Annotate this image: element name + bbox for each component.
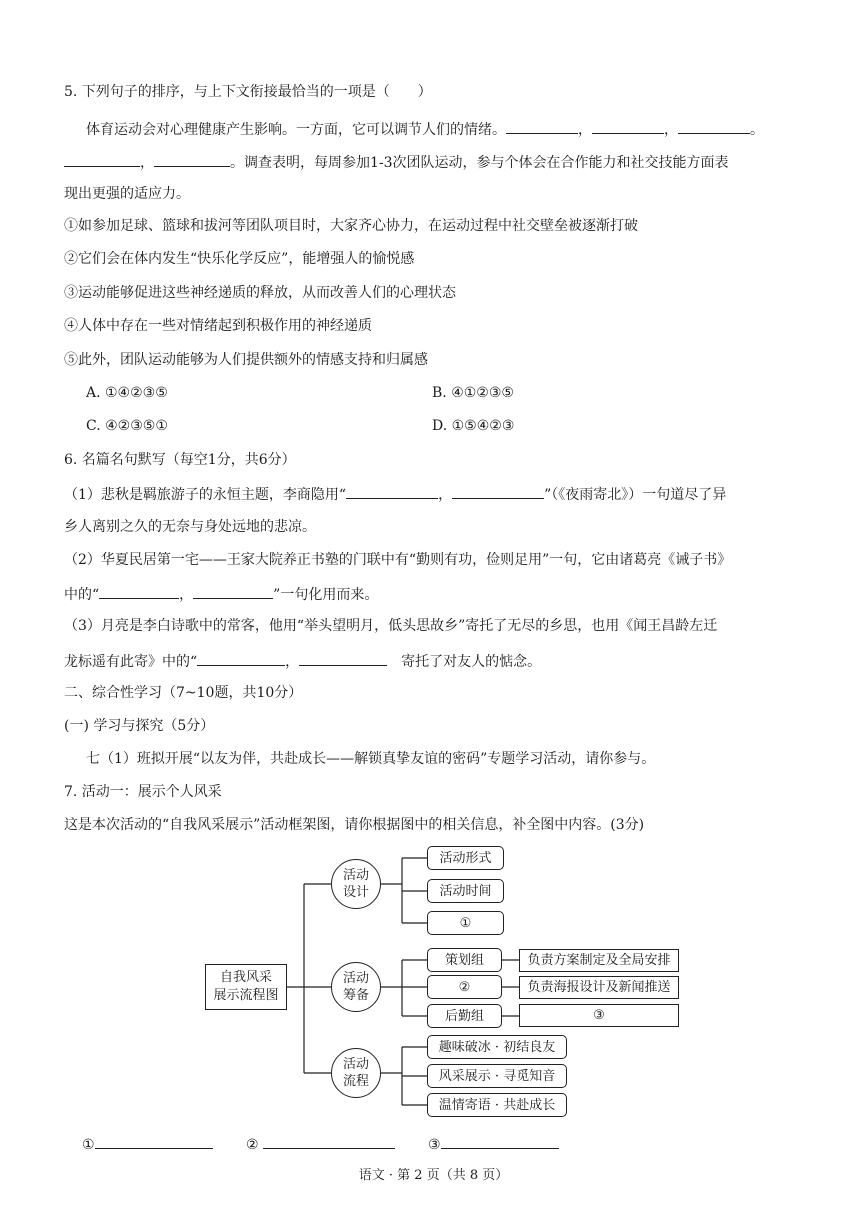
q5-blank[interactable] <box>592 118 664 134</box>
prep-duty-blank-3[interactable]: ③ <box>519 1004 679 1027</box>
answer-blank-3[interactable] <box>441 1133 559 1149</box>
q6-blank[interactable] <box>452 483 544 499</box>
q5-blank[interactable] <box>154 151 230 167</box>
answer-1 <box>82 1133 213 1155</box>
diagram-node-flow: 活动 流程 <box>331 1048 381 1098</box>
q5-blank[interactable] <box>64 151 140 167</box>
q5-option-b[interactable]: B. ④①②③⑤ <box>432 385 514 401</box>
q5-passage-line3: 现出更强的适应力。 <box>64 186 190 202</box>
q5-option-d[interactable]: D. ①⑤④②③ <box>432 418 515 434</box>
q5-blank[interactable] <box>678 118 750 134</box>
prep-item-logistics: 后勤组 <box>427 1004 502 1028</box>
q6-text: ”一句化用而来。 <box>273 587 379 603</box>
flow-item-icebreak: 趣味破冰 · 初结良友 <box>427 1035 567 1059</box>
q7-stem: 7. 活动一：展示个人风采 <box>64 784 222 800</box>
diagram-node-prep: 活动 筹备 <box>331 962 381 1012</box>
q6-item-2: （2）华夏民居第一宅——王家大院养正书塾的门联中有“勤则有功，俭则足用”一句，它由诸葛亮《诫子书》 <box>64 552 732 568</box>
q5-passage-line2: ， 。调查表明，每周参加1-3次团队运动，参与个体会在合作能力和社交技能方面表 <box>64 151 729 173</box>
prep-duty-publicity: 负责海报设计及新闻推送 <box>519 976 679 999</box>
answer-marker: ① <box>82 1137 95 1153</box>
prep-duty-planning: 负责方案制定及全局安排 <box>519 949 679 972</box>
q5-blank[interactable] <box>506 118 578 134</box>
q5-sentence-5: ⑤此外，团队运动能够为人们提供额外的情感支持和归属感 <box>64 352 428 368</box>
q6-text: ”（《夜雨寄北》）一句道尽了异 <box>544 487 727 503</box>
q6-stem: 6. 名篇名句默写（每空1分，共6分） <box>64 452 296 468</box>
q6-blank[interactable] <box>299 650 387 666</box>
q5-passage-text: 。调查表明，每周参加1-3次团队运动，参与个体会在合作能力和社交技能方面表 <box>230 155 729 171</box>
q6-text: 寄托了对友人的惦念。 <box>401 654 542 670</box>
q6-blank[interactable] <box>99 583 179 599</box>
answer-2 <box>246 1133 395 1155</box>
q5-option-a[interactable]: A. ①④②③⑤ <box>86 385 168 401</box>
q5-passage-line1: 体育运动会对心理健康产生影响。一方面，它可以调节人们的情绪。 ， ， 。 <box>86 118 764 140</box>
design-item-form: 活动形式 <box>427 846 504 870</box>
q5-sentence-1: ①如参加足球、篮球和拔河等团队项目时，大家齐心协力，在运动过程中社交壁垒被逐渐打破 <box>64 218 638 234</box>
prep-item-blank-2[interactable]: ② <box>427 975 502 999</box>
q7-desc: 这是本次活动的“自我风采展示”活动框架图，请你根据图中的相关信息，补全图中内容。(3分) <box>64 817 645 833</box>
answer-3 <box>428 1133 559 1155</box>
answer-blank-1[interactable] <box>95 1133 213 1149</box>
q5-sentence-3: ③运动能够促进这些神经递质的释放，从而改善人们的心理状态 <box>64 285 456 301</box>
diagram-node-design: 活动 设计 <box>331 859 381 909</box>
q5-sentence-2: ②它们会在体内发生“快乐化学反应”，能增强人的愉悦感 <box>64 251 415 267</box>
answer-marker: ② <box>246 1137 259 1153</box>
prep-item-planning: 策划组 <box>427 948 502 972</box>
q6-item-1: （1）悲秋是羁旅游子的永恒主题，李商隐用“ ， ”（《夜雨寄北》）一句道尽了异 <box>64 483 726 505</box>
q6-text: （1）悲秋是羁旅游子的永恒主题，李商隐用“ <box>64 487 347 503</box>
answer-marker: ③ <box>428 1137 441 1153</box>
q6-blank[interactable] <box>197 650 285 666</box>
q5-option-c[interactable]: C. ④②③⑤① <box>86 418 168 434</box>
design-item-time: 活动时间 <box>427 879 504 903</box>
q6-text: 龙标遥有此寄》中的“ <box>64 654 198 670</box>
flow-item-messages: 温情寄语 · 共赴成长 <box>427 1093 567 1117</box>
section2-subtitle: (一) 学习与探究（5分） <box>64 718 215 734</box>
section2-intro: 七（1）班拟开展“以友为伴，共赴成长——解锁真挚友谊的密码”专题学习活动，请你参与。 <box>86 751 656 767</box>
q6-item-3: （3）月亮是李白诗歌中的常客，他用“举头望明月，低头思故乡”寄托了无尽的乡思，也用《闻王昌龄左迁 <box>64 618 718 634</box>
design-item-blank-1[interactable]: ① <box>427 911 504 935</box>
q5-passage-text: 体育运动会对心理健康产生影响。一方面，它可以调节人们的情绪。 <box>86 122 506 138</box>
answer-blank-2[interactable] <box>263 1133 395 1149</box>
q6-item-1-cont: 乡人离别之久的无奈与身处远地的悲凉。 <box>64 519 316 535</box>
q6-blank[interactable] <box>346 483 438 499</box>
q6-item-2-cont: 中的“ ， ”一句化用而来。 <box>64 583 378 605</box>
q6-item-3-cont: 龙标遥有此寄》中的“ ， 寄托了对友人的惦念。 <box>64 650 541 672</box>
section2-title: 二、综合性学习（7~10题，共10分） <box>64 685 303 701</box>
flow-item-showcase: 风采展示 · 寻觅知音 <box>427 1064 567 1088</box>
q5-stem: 5. 下列句子的排序，与上下文衔接最恰当的一项是（ ） <box>64 84 432 100</box>
page-footer: 语文 · 第 2 页（共 8 页） <box>358 1168 509 1183</box>
q6-blank[interactable] <box>193 583 273 599</box>
q5-sentence-4: ④人体中存在一些对情绪起到积极作用的神经递质 <box>64 318 372 334</box>
diagram-root: 自我风采 展示流程图 <box>205 964 287 1010</box>
q6-text: 中的“ <box>64 587 100 603</box>
